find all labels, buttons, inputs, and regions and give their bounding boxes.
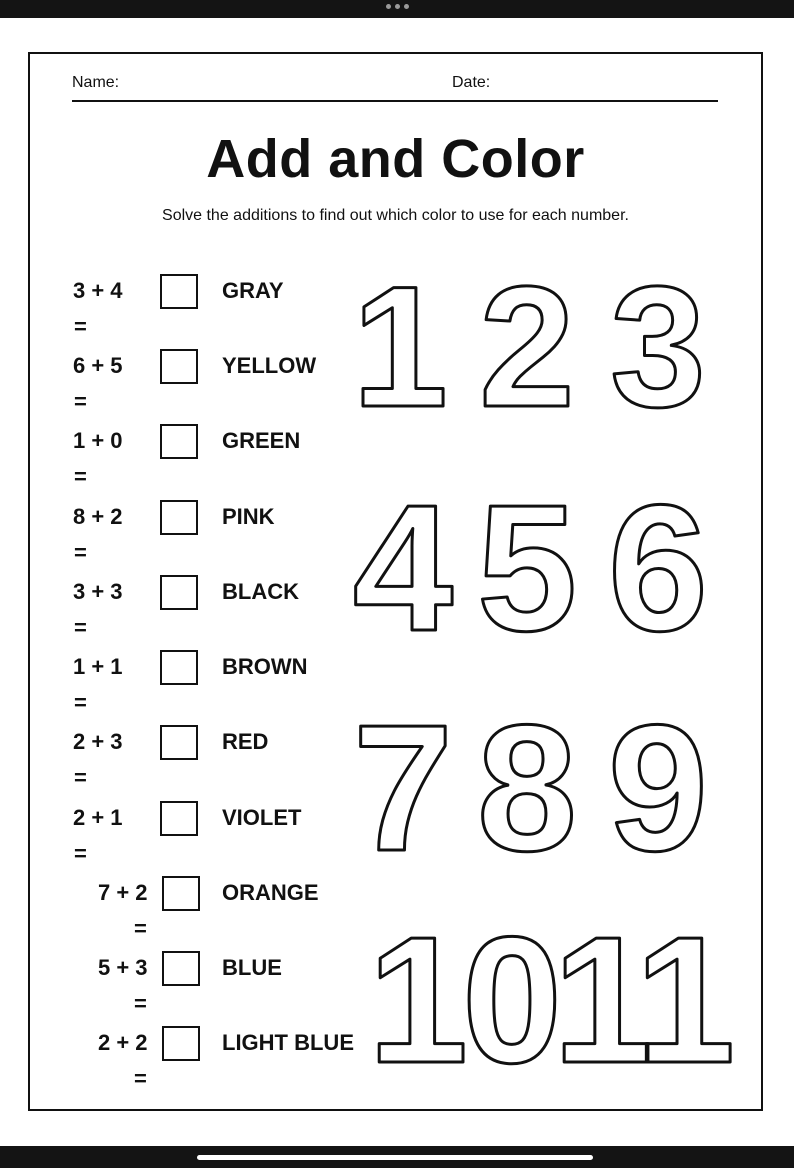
answer-box[interactable] <box>160 575 198 610</box>
addition-expression: 2 + 1 <box>73 805 123 830</box>
outline-number-1[interactable]: 1 <box>352 251 448 443</box>
color-name: BLACK <box>222 579 299 604</box>
equals-sign: = <box>74 314 87 339</box>
addition-expression: 1 + 0 <box>73 428 123 453</box>
outline-number-3[interactable]: 3 <box>610 251 706 443</box>
equals-sign: = <box>74 464 87 489</box>
equals-sign: = <box>134 1066 147 1091</box>
outline-number-9[interactable]: 9 <box>607 688 709 889</box>
addition-expression: 5 + 3 <box>98 955 148 980</box>
home-indicator[interactable] <box>197 1155 593 1160</box>
addition-expression: 2 + 2 <box>98 1030 148 1055</box>
answer-box[interactable] <box>162 1026 200 1061</box>
answer-box[interactable] <box>160 725 198 760</box>
outline-number-8[interactable]: 8 <box>476 688 578 889</box>
addition-expression: 6 + 5 <box>73 353 123 378</box>
answer-box[interactable] <box>162 951 200 986</box>
equals-sign: = <box>74 540 87 565</box>
addition-expression: 3 + 3 <box>73 579 123 604</box>
color-name: BLUE <box>222 955 282 980</box>
page-title: Add and Color <box>206 129 585 189</box>
device-bottom-bar <box>0 1146 794 1168</box>
outline-number-2[interactable]: 2 <box>479 251 575 443</box>
color-name: BROWN <box>222 654 308 679</box>
color-name: VIOLET <box>222 805 302 830</box>
equals-sign: = <box>134 991 147 1016</box>
addition-expression: 2 + 3 <box>73 729 123 754</box>
name-date-line <box>72 74 718 102</box>
outline-number-7[interactable]: 7 <box>352 688 454 889</box>
instructions: Solve the additions to find out which color to use for each number. <box>162 207 629 224</box>
equals-sign: = <box>134 916 147 941</box>
addition-expression: 7 + 2 <box>98 880 148 905</box>
color-name: LIGHT BLUE <box>222 1030 354 1055</box>
equals-sign: = <box>74 841 87 866</box>
date-label: Date: <box>452 74 491 91</box>
color-name: PINK <box>222 504 275 529</box>
more-dots-icon[interactable] <box>0 0 794 12</box>
outline-number-10[interactable]: 10 <box>367 900 557 1101</box>
name-label: Name: <box>72 74 120 91</box>
outline-number-4[interactable]: 4 <box>352 468 454 669</box>
worksheet-page <box>28 52 763 1111</box>
equals-sign: = <box>74 765 87 790</box>
answer-box[interactable] <box>162 876 200 911</box>
outline-number-6[interactable]: 6 <box>607 468 709 669</box>
answer-box[interactable] <box>160 500 198 535</box>
answer-box[interactable] <box>160 274 198 309</box>
equals-sign: = <box>74 690 87 715</box>
addition-expression: 3 + 4 <box>73 278 123 303</box>
color-name: GRAY <box>222 278 284 303</box>
equals-sign: = <box>74 389 87 414</box>
outline-number-11[interactable]: 11 <box>552 900 728 1101</box>
outline-numbers <box>352 251 750 1101</box>
equals-sign: = <box>74 615 87 640</box>
answer-box[interactable] <box>160 424 198 459</box>
addition-expression: 1 + 1 <box>73 654 123 679</box>
color-name: ORANGE <box>222 880 319 905</box>
answer-box[interactable] <box>160 349 198 384</box>
answer-box[interactable] <box>160 650 198 685</box>
color-name: YELLOW <box>222 353 317 378</box>
answer-box[interactable] <box>160 801 198 836</box>
outline-number-5[interactable]: 5 <box>476 468 578 669</box>
color-name: RED <box>222 729 269 754</box>
addition-expression: 8 + 2 <box>73 504 123 529</box>
color-name: GREEN <box>222 428 301 453</box>
device-top-bar <box>0 0 794 18</box>
